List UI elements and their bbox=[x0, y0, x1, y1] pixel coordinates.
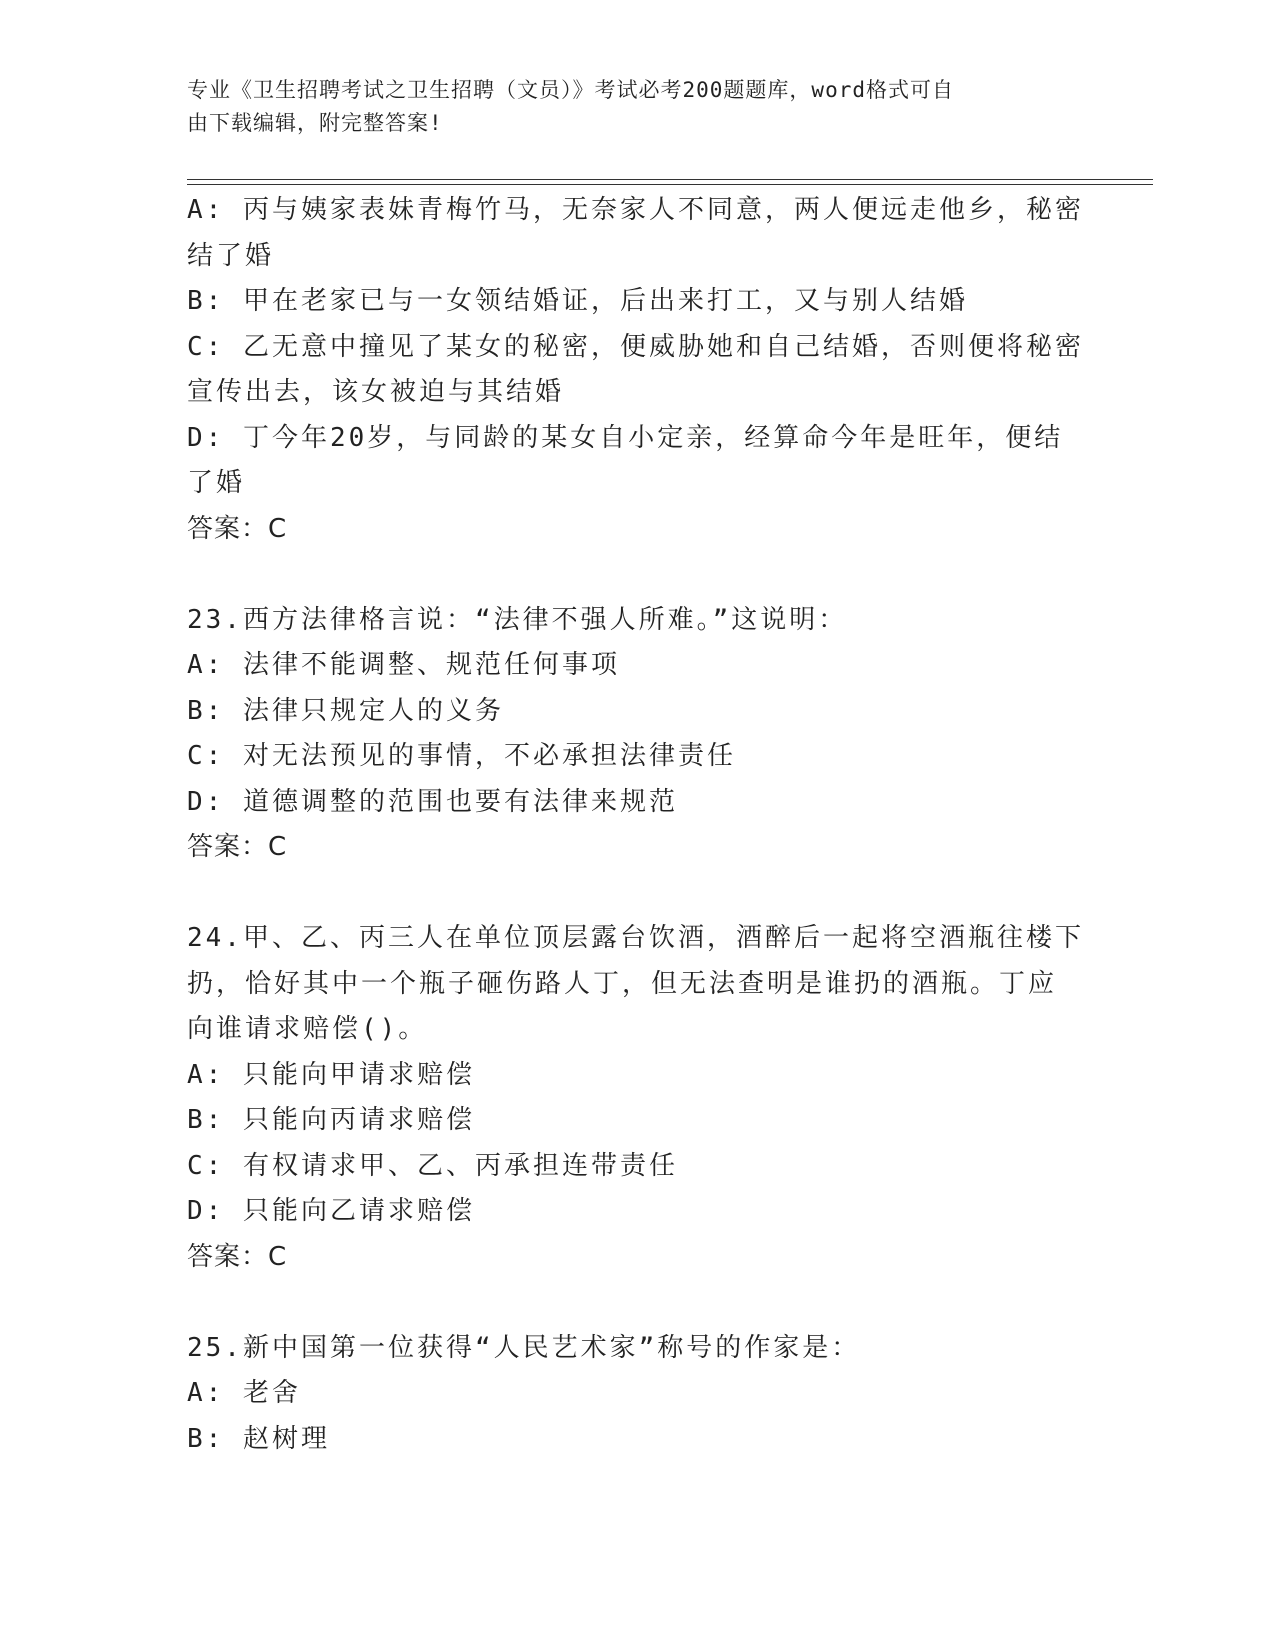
option-text-line: A: 丙与姨家表妹青梅竹马，无奈家人不同意，两人便远走他乡，秘密 bbox=[187, 195, 1084, 225]
question-spacer bbox=[187, 1280, 1087, 1326]
option-a: A: 法律不能调整、规范任何事项 bbox=[187, 650, 620, 680]
option-c: C: 对无法预见的事情，不必承担法律责任 bbox=[187, 741, 736, 771]
answer-label: 答案：C bbox=[187, 513, 288, 544]
question-23 bbox=[187, 598, 1087, 871]
question-text: 24.甲、乙、丙三人在单位顶层露台饮酒，酒醉后一起将空酒瓶往楼下 bbox=[187, 923, 1084, 953]
question-25 bbox=[187, 1326, 1087, 1463]
option-b: B: 赵树理 bbox=[187, 1423, 330, 1454]
question-spacer bbox=[187, 552, 1087, 598]
option-text-line: C: 乙无意中撞见了某女的秘密，便威胁她和自己结婚，否则便将秘密 bbox=[187, 331, 1084, 362]
document-header bbox=[187, 74, 1067, 140]
option-c: C: 有权请求甲、乙、丙承担连带责任 bbox=[187, 1150, 678, 1181]
option-text-line: 宣传出去，该女被迫与其结婚 bbox=[187, 377, 565, 407]
option-a bbox=[187, 188, 1087, 279]
header-line-2: 由下载编辑，附完整答案! bbox=[187, 111, 443, 135]
option-b: B: 法律只规定人的义务 bbox=[187, 695, 504, 726]
header-rule-bottom bbox=[187, 184, 1153, 185]
answer-label: 答案：C bbox=[187, 1241, 288, 1272]
option-text-line: B: 甲在老家已与一女领结婚证，后出来打工，又与别人结婚 bbox=[187, 286, 968, 316]
option-d: D: 道德调整的范围也要有法律来规范 bbox=[187, 786, 678, 817]
header-line-1: 专业《卫生招聘考试之卫生招聘（文员）》考试必考200题题库，word格式可自 bbox=[187, 78, 954, 102]
question-text: 23.西方法律格言说：“法律不强人所难。”这说明： bbox=[187, 604, 848, 635]
question-spacer bbox=[187, 871, 1087, 917]
header-rule-top bbox=[187, 179, 1153, 180]
option-c bbox=[187, 325, 1087, 416]
option-d: D: 只能向乙请求赔偿 bbox=[187, 1196, 475, 1226]
question-text: 25.新中国第一位获得“人民艺术家”称号的作家是： bbox=[187, 1332, 861, 1363]
option-a: A: 老舍 bbox=[187, 1378, 301, 1408]
question-24 bbox=[187, 916, 1087, 1280]
question-list bbox=[187, 188, 1087, 1462]
option-d bbox=[187, 416, 1087, 507]
question-text: 向谁请求赔偿()。 bbox=[187, 1014, 428, 1044]
option-text-line: 了婚 bbox=[187, 468, 246, 498]
option-b: B: 只能向丙请求赔偿 bbox=[187, 1105, 475, 1135]
option-text-line: 结了婚 bbox=[187, 240, 275, 271]
option-a: A: 只能向甲请求赔偿 bbox=[187, 1059, 475, 1090]
question-22 bbox=[187, 188, 1087, 552]
question-text: 扔，恰好其中一个瓶子砸伤路人丁，但无法查明是谁扔的酒瓶。丁应 bbox=[187, 968, 1058, 999]
option-b bbox=[187, 279, 1087, 325]
answer-label: 答案：C bbox=[187, 832, 288, 862]
option-text-line: D: 丁今年20岁，与同龄的某女自小定亲，经算命今年是旺年，便结 bbox=[187, 422, 1064, 453]
